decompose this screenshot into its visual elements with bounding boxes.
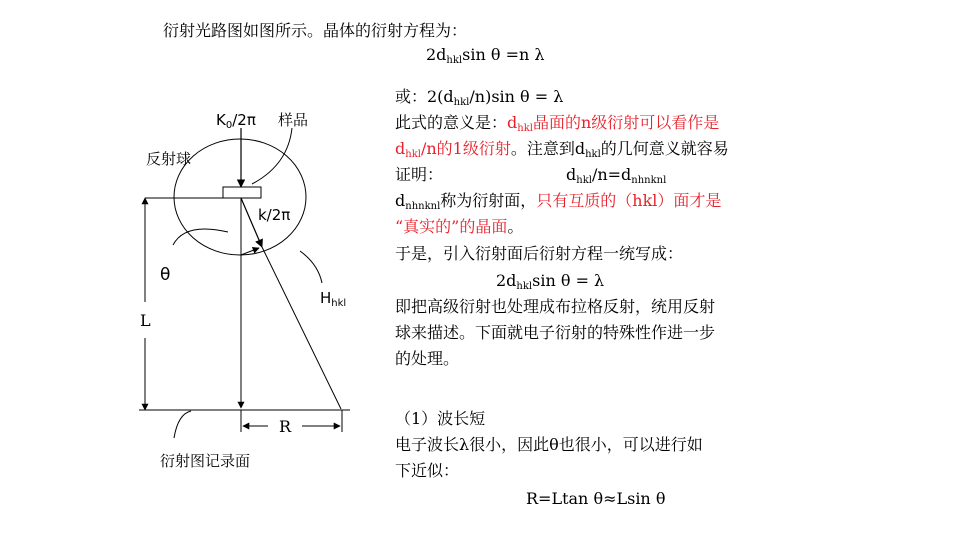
body-line-10: 球来描述。下面就电子衍射的特殊性作进一步	[395, 323, 716, 342]
intro-line: 衍射光路图如图所示。晶体的衍射方程为：	[163, 21, 468, 40]
k-label: k/2π	[258, 206, 291, 224]
plate-leader-curve	[174, 411, 191, 438]
record-plane-label: 衍射图记录面	[160, 452, 251, 470]
sample-crystal	[223, 187, 261, 198]
body-line-7: 于是，引入衍射面后衍射方程一统写成：	[395, 244, 684, 263]
section-heading: （1）波长短	[395, 409, 486, 428]
diffracted-ray-extension	[262, 247, 341, 409]
bragg-equation: $2d_{hkl}\sin$ θ =n λ	[426, 45, 545, 66]
unified-equation: $2d_{hkl}\sin$ θ = λ	[496, 271, 605, 292]
hkl-leader-curve	[300, 251, 322, 283]
sphere-label: 反射球	[146, 150, 192, 168]
hkl-label: $H_{hkl}$	[320, 289, 347, 309]
body-line-5: $d_{nhnknl}$称为衍射面，只有互质的（hkl）面才是	[395, 191, 722, 212]
body-line-4: 证明：	[395, 165, 444, 184]
sample-label: 样品	[278, 111, 309, 129]
l-label: L	[140, 311, 151, 330]
theta-arc	[173, 229, 228, 245]
body-line-3: $d_{hkl}/n$的1级衍射。注意到$d_{hkl}$的几何意义就容易	[395, 139, 729, 160]
r-label: R	[279, 417, 292, 436]
proof-equation: $d_{hkl}/n=d_{nhnknl}$	[566, 165, 667, 186]
body-line-12: 电子波长λ很小，因此θ也很小，可以进行如	[395, 435, 703, 454]
body-line-13: 下近似：	[395, 461, 460, 480]
body-line-6: “真实的”的晶面。	[395, 217, 524, 236]
body-line-11: 的处理。	[395, 349, 460, 368]
k0-label: $K_0/2\pi$	[216, 111, 256, 131]
body-line-1: 或：$2(d_{hkl}/n)\sin$ θ = λ	[395, 87, 564, 108]
body-line-9: 即把高级衍射也处理成布拉格反射，统用反射	[395, 297, 716, 316]
approximation-equation: R=Ltan θ≈Lsin θ	[526, 489, 666, 508]
theta-label: θ	[160, 265, 171, 285]
body-line-2: 此式的意义是：$d_{hkl}$晶面的n级衍射可以看作是	[395, 113, 720, 134]
